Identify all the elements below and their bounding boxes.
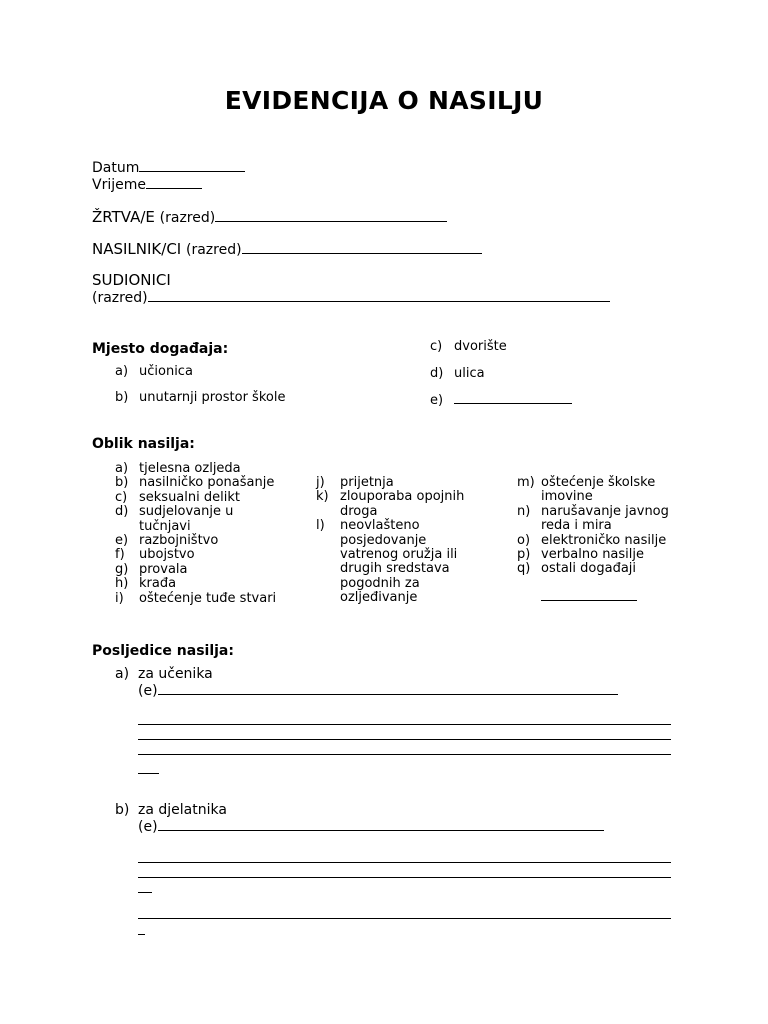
posljedice-item-a: [115, 666, 213, 682]
posljedice-b-line-1[interactable]: [138, 862, 671, 863]
list-item-continuation: [115, 520, 276, 534]
list-item-text: vatrenog oružja ili: [340, 547, 458, 563]
list-item-label: [517, 490, 541, 504]
list-item-text: neovlašteno: [340, 518, 420, 534]
list-item-text: drugih sredstava: [340, 561, 450, 577]
list-item-continuation: [316, 548, 464, 562]
zrtva-field[interactable]: [92, 208, 447, 226]
list-item-text: narušavanje javnog: [541, 503, 669, 519]
vrijeme-label: Vrijeme: [92, 177, 146, 193]
posljedice-a-line: [158, 693, 618, 695]
list-item-continuation: [316, 591, 464, 605]
list-item-label: [316, 562, 340, 576]
list-item-label: e): [115, 533, 129, 549]
list-item-text: prijetnja: [340, 475, 394, 490]
posljedice-a-line-2[interactable]: [138, 739, 671, 740]
list-item-label: n): [517, 503, 531, 519]
posljedice-item-b: [115, 802, 227, 818]
mjesto-item-label: e): [430, 393, 444, 408]
list-item-label: h): [115, 576, 129, 592]
list-item-label: [316, 505, 340, 519]
mjesto-item-e[interactable]: [430, 393, 572, 408]
list-item-text: pogodnih za: [340, 575, 420, 591]
mjesto-item-e-line: [454, 402, 572, 404]
list-item-text: imovine: [541, 489, 593, 505]
list-item-text: tjelesna ozljeda: [139, 461, 241, 476]
list-item-label: d): [115, 504, 129, 520]
list-item[interactable]: [517, 562, 669, 576]
list-item-text: oštećenje školske: [541, 475, 656, 490]
list-item-text: sudjelovanje u: [139, 504, 234, 520]
list-item-text: nasilničko ponašanje: [139, 475, 275, 491]
list-item-label: m): [517, 475, 535, 490]
datum-field[interactable]: [92, 160, 245, 176]
posljedice-b-line-5[interactable]: [138, 934, 145, 935]
list-item-label: k): [316, 489, 329, 505]
posljedice-item-label: b): [115, 802, 130, 818]
list-item-label: [316, 591, 340, 605]
list-item-label: [316, 534, 340, 548]
zrtva-razred: (razred): [159, 210, 216, 226]
list-item-label: [115, 520, 139, 534]
vrijeme-line: [146, 187, 202, 189]
page-title: EVIDENCIJA O NASILJU: [224, 86, 544, 115]
posljedice-b-line-4[interactable]: [138, 918, 671, 919]
list-item-text: provala: [139, 561, 188, 577]
list-item-label: l): [316, 518, 325, 534]
list-item[interactable]: [517, 534, 669, 548]
ostali-dogadaji-line[interactable]: [541, 600, 637, 601]
list-item[interactable]: [517, 548, 669, 562]
mjesto-item-text: ulica: [454, 366, 485, 381]
posljedice-item-text: za učenika: [138, 666, 213, 682]
mjesto-item-text: dvorište: [454, 339, 507, 354]
list-item[interactable]: [115, 577, 276, 591]
list-item-continuation: [316, 534, 464, 548]
sudionici-label: SUDIONICI: [92, 271, 171, 289]
nasilnik-line: [242, 252, 482, 254]
list-item-text: elektroničko nasilje: [541, 532, 667, 548]
sudionici-razred: (razred): [92, 290, 148, 306]
sudionici-line: [148, 300, 610, 302]
zrtva-label: ŽRTVA/E: [92, 208, 155, 226]
mjesto-item-b[interactable]: [115, 390, 285, 405]
list-item-label: [316, 548, 340, 562]
mjesto-item-text: unutarnji prostor škole: [139, 390, 286, 405]
posljedice-b-line: [158, 829, 604, 831]
list-item-text: ozljeđivanje: [340, 590, 418, 606]
list-item-label: f): [115, 547, 125, 563]
list-item-text: oštećenje tuđe stvari: [139, 590, 277, 606]
list-item[interactable]: [316, 476, 464, 490]
list-item-label: i): [115, 590, 124, 606]
list-item-label: c): [115, 489, 128, 505]
list-item-text: ostali događaji: [541, 561, 637, 577]
list-item[interactable]: [115, 592, 276, 606]
list-item-label: [517, 519, 541, 533]
posljedice-a-line-3[interactable]: [138, 754, 671, 755]
list-item-label: a): [115, 461, 129, 476]
list-item-continuation: [517, 490, 669, 504]
list-item[interactable]: [517, 505, 669, 519]
list-item-text: droga: [340, 503, 378, 519]
list-item-label: j): [316, 475, 325, 490]
mjesto-item-label: c): [430, 339, 443, 354]
list-item[interactable]: [115, 505, 276, 519]
posljedice-b-e-field[interactable]: [138, 819, 604, 835]
list-item[interactable]: [115, 462, 276, 476]
posljedice-a-line-4[interactable]: [138, 773, 159, 774]
e-prefix: (e): [138, 683, 158, 699]
list-item-label: g): [115, 561, 129, 577]
list-item-text: razbojništvo: [139, 533, 219, 549]
list-item[interactable]: [115, 476, 276, 490]
oblik-list-col1: [115, 462, 276, 606]
list-item-text: zlouporaba opojnih: [340, 489, 465, 505]
zrtva-line: [215, 220, 447, 222]
oblik-list-col3: [517, 476, 669, 577]
nasilnik-razred: (razred): [186, 242, 242, 258]
list-item-continuation: [316, 505, 464, 519]
datum-line: [139, 170, 245, 172]
list-item-continuation: [316, 577, 464, 591]
posljedice-item-text: za djelatnika: [138, 802, 227, 818]
mjesto-item-d[interactable]: [430, 366, 485, 381]
posljedice-heading: Posljedice nasilja:: [92, 643, 234, 659]
list-item-continuation: [316, 562, 464, 576]
list-item-text: krađa: [139, 576, 177, 592]
oblik-list-col2: [316, 476, 464, 606]
list-item[interactable]: [115, 491, 276, 505]
list-item[interactable]: [115, 548, 276, 562]
e-prefix: (e): [138, 819, 158, 835]
oblik-heading: Oblik nasilja:: [92, 436, 195, 452]
mjesto-item-text: učionica: [139, 364, 193, 379]
posljedice-b-line-3[interactable]: [138, 892, 152, 893]
list-item-text: reda i mira: [541, 518, 612, 534]
list-item[interactable]: [316, 519, 464, 533]
mjesto-item-label: d): [430, 366, 444, 381]
nasilnik-label: NASILNIK/CI: [92, 240, 182, 258]
posljedice-b-line-2[interactable]: [138, 877, 671, 878]
list-item-label: p): [517, 547, 531, 563]
posljedice-a-line-1[interactable]: [138, 724, 671, 725]
list-item[interactable]: [316, 490, 464, 504]
list-item-label: b): [115, 475, 129, 491]
datum-label: Datum: [92, 160, 140, 176]
list-item[interactable]: [517, 476, 669, 490]
list-item-label: [316, 577, 340, 591]
list-item-text: seksualni delikt: [139, 489, 240, 505]
list-item-continuation: [517, 519, 669, 533]
sudionici-field[interactable]: [92, 290, 610, 306]
mjesto-item-label: b): [115, 390, 129, 405]
posljedice-item-label: a): [115, 666, 130, 682]
mjesto-item-label: a): [115, 364, 129, 379]
mjesto-heading: Mjesto događaja:: [92, 341, 229, 357]
posljedice-a-e-field[interactable]: [138, 683, 618, 699]
list-item-text: tučnjavi: [139, 518, 191, 534]
list-item-text: ubojstvo: [139, 547, 195, 563]
list-item-label: q): [517, 561, 531, 577]
nasilnik-field[interactable]: [92, 240, 482, 258]
list-item-text: verbalno nasilje: [541, 547, 645, 563]
list-item-text: posjedovanje: [340, 532, 427, 548]
vrijeme-field[interactable]: [92, 177, 202, 193]
list-item-label: o): [517, 532, 531, 548]
list-item[interactable]: [115, 534, 276, 548]
mjesto-item-a[interactable]: [115, 364, 193, 379]
mjesto-item-c[interactable]: [430, 339, 507, 354]
list-item[interactable]: [115, 563, 276, 577]
